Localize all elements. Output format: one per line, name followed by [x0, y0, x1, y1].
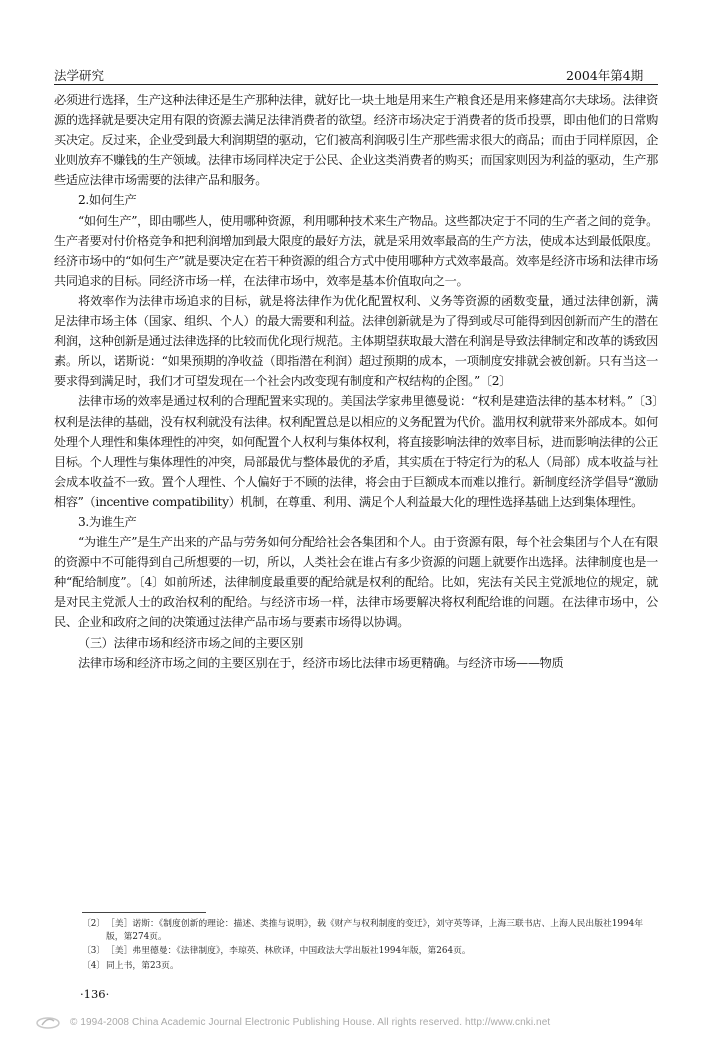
footnote-text: 同上书，第23页。: [106, 960, 179, 971]
section-heading: 2.如何生产: [78, 193, 137, 208]
footnote: [82, 960, 658, 973]
article-body: [54, 90, 658, 673]
body-paragraph: 法律市场的效率是通过权利的合理配置来实现的。美国法学家弗里德曼说：“权利是建造法律的基本材料。”〔3〕权利是法律的基础，没有权利就没有法律。权利配置总是以相应的义务配置为代价。滥用权利就带来外部成本。如何处理个人理性和集体理性的冲突，如何配置个人权利与集体权利，将直接影响法律的效率目标，进而影响法律的公正目标。个人理性与集体理性的冲突，局部最优与整体最优的矛盾，其实质在于特定行为的私人（局部）成本收益与社会成本收益不一致。置个人理性、个人偏好于不顾的法律，将会由于巨额成本而难以推行。新制度经济学倡导“激励相容”（incentive compatibility）机制，在尊重、利用、满足个人利益最大化的理性选择基础上达到集体理性。: [54, 394, 658, 509]
footnote-text: ［美］诺斯：《制度创新的理论：描述、类推与说明》，载《财产与权利制度的变迁》，刘守英等译，上海三联书店、上海人民出版社1994年版，第274页。: [106, 919, 644, 942]
footnote-mark: 〔2〕: [82, 919, 106, 929]
section-heading: 3.为谁生产: [78, 514, 137, 529]
footnote-divider: [82, 912, 206, 913]
body-paragraph: 必须进行选择，生产这种法律还是生产那种法律，就好比一块土地是用来生产粮食还是用来修建高尔夫球场。法律资源的选择就是要决定用有限的资源去满足法律消费者的欲望。经济市场决定于消费者的货币投票，即由他们的日常购买决定。反过来，企业受到最大利润期望的驱动，它们被高利润吸引生产那些需求很大的商品；而由于同样原因，企业则放弃不赚钱的生产领域。法律市场同样决定于公民、企业这类消费者的购买；而国家则因为利益的驱动，生产那些适应法律市场需要的法律产品和服务。: [54, 93, 658, 188]
body-paragraph: 将效率作为法律市场追求的目标，就是将法律作为优化配置权利、义务等资源的函数变量，通过法律创新，满足法律市场主体（国家、组织、个人）的最大需要和利益。法律创新就是为了得到或尽可能得到因创新而产生的潜在利润，这种创新是通过法律选择的比较而优化现行规范。主体期望获取最大潜在利润是导致法律制定和改革的诱致因素。所以，诺斯说：“如果预期的净收益（即指潜在利润）超过预期的成本，一项制度安排就会被创新。只有当这一要求得到满足时，我们才可望发现在一个社会内改变现有制度和产权结构的企图。”〔2〕: [54, 293, 658, 389]
header-divider: [54, 84, 658, 85]
footnote: [82, 945, 658, 958]
body-paragraph: “如何生产”，即由哪些人，使用哪种资源，利用哪种技术来生产物品。这些都决定于不同的生产者之间的竞争。生产者要对付价格竞争和把利润增加到最大限度的最好方法，就是采用效率最高的生产方法，使成本达到最低限度。经济市场中的“如何生产”就是要决定在若干种资源的组合方式中使用哪种方式效率最高。效率是经济市场和法律市场共同追求的目标。同经济市场一样，在法律市场中，效率是基本价值取向之一。: [54, 213, 658, 288]
page-number: ·136·: [80, 987, 110, 1001]
copyright-bar: [0, 1002, 707, 1050]
footnote-mark: 〔3〕: [82, 946, 106, 956]
footnote-text: ［美］弗里德曼：《法律制度》，李琼英、林欣译，中国政法大学出版社1994年版，第264页。: [106, 946, 471, 956]
footnote: [82, 918, 658, 943]
section-heading: （三）法律市场和经济市场之间的主要区别: [78, 635, 303, 650]
body-paragraph: 法律市场和经济市场之间的主要区别在于，经济市场比法律市场更精确。与经济市场——物质: [78, 655, 564, 670]
copyright-text: © 1994-2008 China Academic Journal Electronic Publishing House. All rights reserved. http://www.cnki.net: [70, 1017, 551, 1028]
cnki-logo-icon: [36, 1014, 60, 1030]
body-paragraph: “为谁生产”是生产出来的产品与劳务如何分配给社会各集团和个人。由于资源有限，每个社会集团与个人在有限的资源中不可能得到自己所想要的一切，所以，人类社会在谁占有多少资源的问题上就要作出选择。法律制度也是一种“配给制度”。〔4〕如前所述，法律制度最重要的配给就是权利的配给。比如，宪法有关民主党派地位的规定，就是对民主党派人士的政治权利的配给。与经济市场一样，法律市场要解决将权利配给谁的问题。在法律市场中，公民、企业和政府之间的决策通过法律产品市场与要素市场得以协调。: [54, 535, 658, 630]
footnote-mark: 〔4〕: [82, 960, 106, 971]
footnotes: [82, 918, 658, 974]
journal-title: 法学研究: [54, 68, 105, 83]
issue-label: 2004年第4期: [566, 68, 644, 83]
